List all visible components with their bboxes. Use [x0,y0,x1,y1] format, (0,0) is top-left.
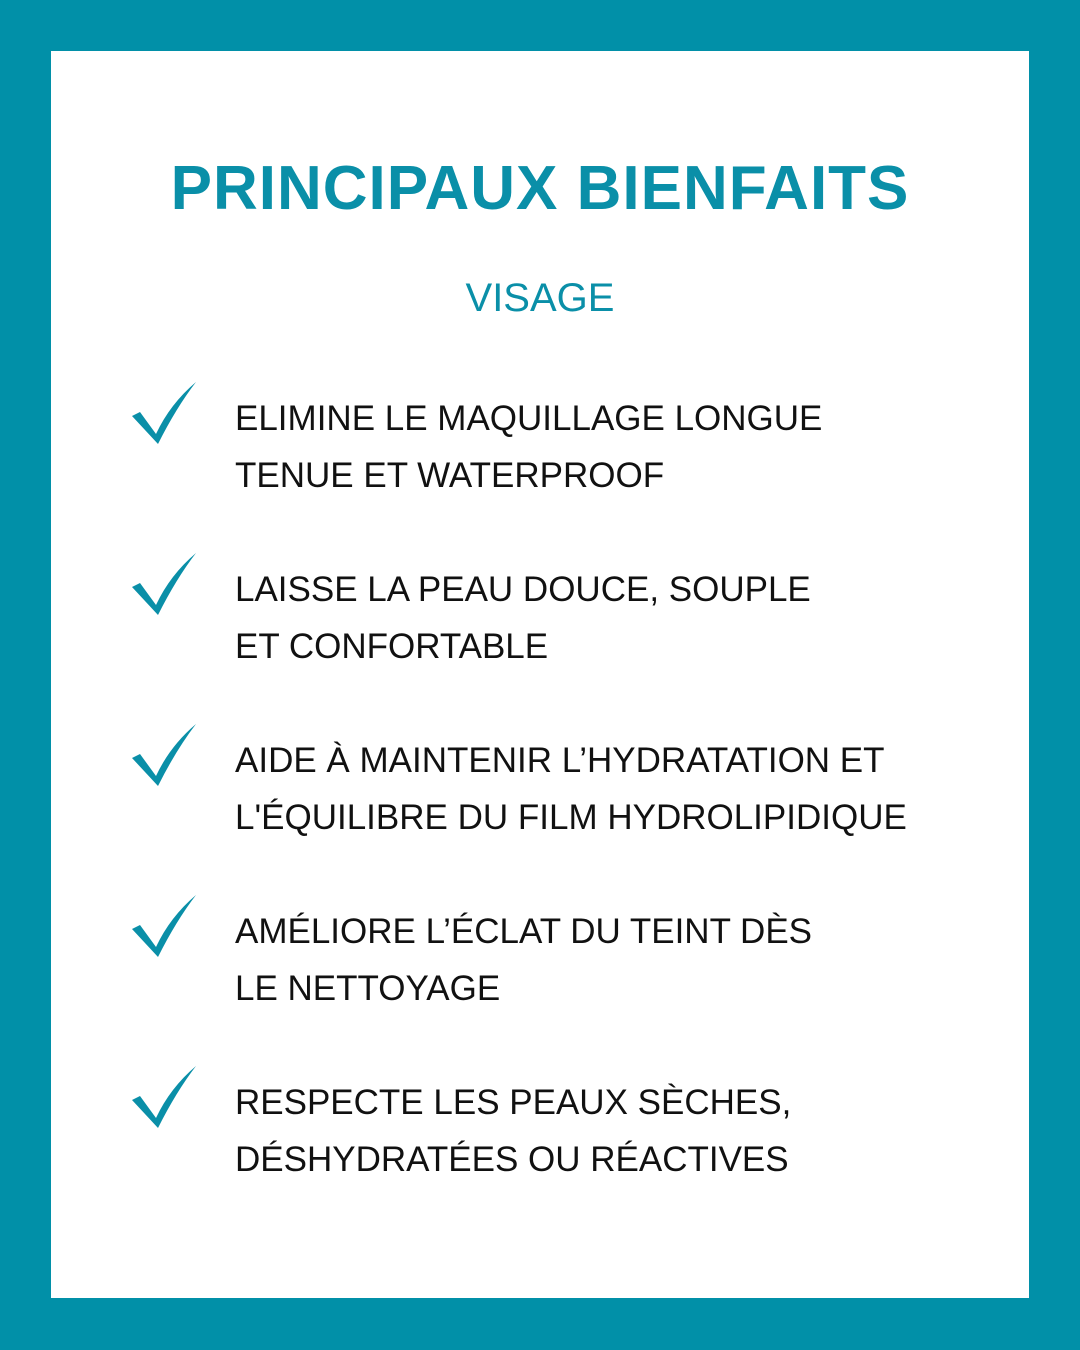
benefit-line: L'ÉQUILIBRE DU FILM HYDROLIPIDIQUE [235,798,907,837]
benefit-line: ELIMINE LE MAQUILLAGE LONGUE [235,399,823,438]
benefit-text [235,390,1015,504]
benefit-text [235,1074,1015,1188]
benefit-text [235,732,1015,846]
benefit-line: ET CONFORTABLE [235,627,549,666]
page-title: PRINCIPAUX BIENFAITS [170,154,910,223]
benefit-line: LAISSE LA PEAU DOUCE, SOUPLE [235,570,811,609]
checkmark-icon [130,551,200,619]
checkmark-icon [130,893,200,961]
checkmark-icon [130,1064,200,1132]
checkmark-icon [130,722,200,790]
checkmark-icon [130,380,200,448]
benefit-line: LE NETTOYAGE [235,969,501,1008]
benefit-text [235,903,1015,1017]
benefit-line: AMÉLIORE L’ÉCLAT DU TEINT DÈS [235,912,813,951]
benefit-line: TENUE ET WATERPROOF [235,456,665,495]
benefit-line: DÉSHYDRATÉES OU RÉACTIVES [235,1140,789,1179]
benefit-line: RESPECTE LES PEAUX SÈCHES, [235,1083,792,1122]
benefit-line: AIDE À MAINTENIR L’HYDRATATION ET [235,741,885,780]
page-subtitle: VISAGE [465,276,615,320]
benefit-text [235,561,1015,675]
